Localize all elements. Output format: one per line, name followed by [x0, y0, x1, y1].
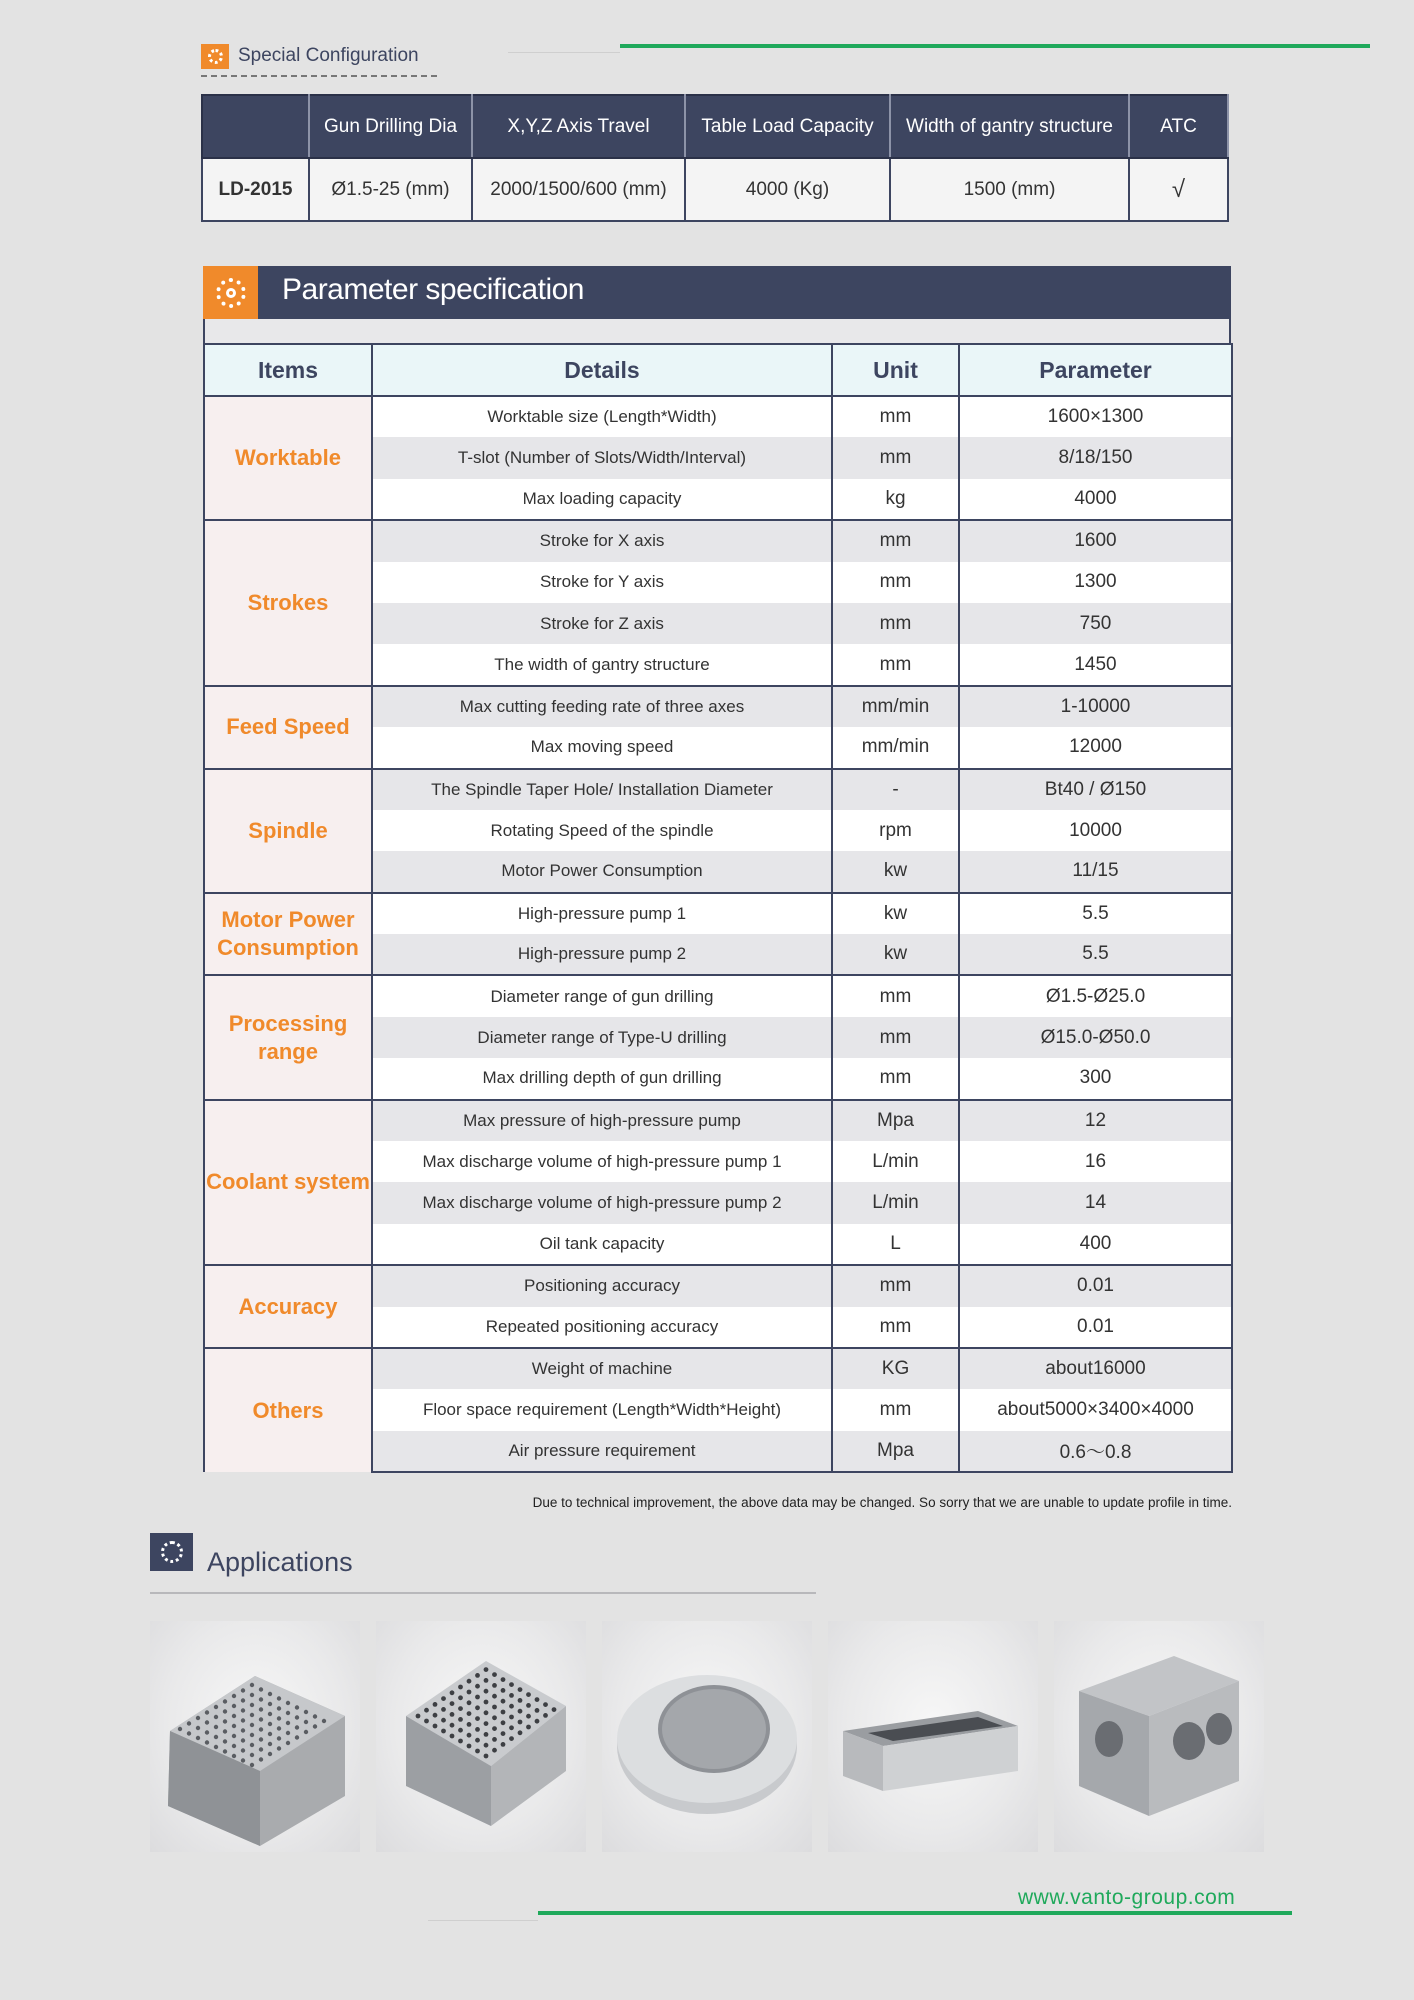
table-cell: 1500 (mm): [890, 158, 1129, 221]
detail-cell: Stroke for Z axis: [372, 603, 832, 644]
website-link[interactable]: www.vanto-group.com: [1018, 1886, 1236, 1909]
parameter-cell: 400: [959, 1224, 1232, 1265]
table-cell: Ø1.5-25 (mm): [309, 158, 472, 221]
table-row: [204, 769, 1232, 810]
unit-cell: mm: [832, 520, 959, 561]
detail-cell: Max cutting feeding rate of three axes: [372, 686, 832, 727]
detail-cell: High-pressure pump 1: [372, 893, 832, 934]
parameter-cell: 750: [959, 603, 1232, 644]
unit-cell: KG: [832, 1348, 959, 1389]
detail-cell: Diameter range of gun drilling: [372, 975, 832, 1016]
unit-cell: mm: [832, 603, 959, 644]
unit-cell: kw: [832, 934, 959, 975]
detail-cell: Max discharge volume of high-pressure pump 2: [372, 1182, 832, 1223]
parameter-cell: 0.01: [959, 1307, 1232, 1348]
unit-cell: L/min: [832, 1141, 959, 1182]
unit-cell: kw: [832, 851, 959, 892]
group-label: Feed Speed: [204, 686, 372, 769]
column-header-items: Items: [204, 344, 372, 396]
disclaimer-note: Due to technical improvement, the above data may be changed. So sorry that we are unable to update profile in time.: [532, 1495, 1232, 1510]
unit-cell: mm/min: [832, 727, 959, 768]
detail-cell: Diameter range of Type-U drilling: [372, 1017, 832, 1058]
parameter-cell: Ø1.5-Ø25.0: [959, 975, 1232, 1016]
divider: [508, 52, 620, 53]
header-spacer: [203, 319, 1231, 343]
accent-bar: [620, 44, 1370, 48]
unit-cell: kw: [832, 893, 959, 934]
column-header-unit: Unit: [832, 344, 959, 396]
gear-icon: [203, 266, 258, 319]
parameter-cell: 10000: [959, 810, 1232, 851]
detail-cell: Max pressure of high-pressure pump: [372, 1100, 832, 1141]
parameter-cell: 1-10000: [959, 686, 1232, 727]
unit-cell: mm: [832, 1058, 959, 1099]
parameter-cell: 1600×1300: [959, 396, 1232, 437]
group-label: Accuracy: [204, 1265, 372, 1348]
table-row: [204, 686, 1232, 727]
application-image-honeycomb-rectangular-block: [828, 1621, 1038, 1852]
parameter-cell: 1450: [959, 644, 1232, 685]
table-cell: 4000 (Kg): [685, 158, 890, 221]
parameter-cell: 12: [959, 1100, 1232, 1141]
gear-icon: [201, 44, 229, 69]
unit-cell: kg: [832, 479, 959, 520]
application-image-finned-cooling-block: [376, 1621, 586, 1852]
application-image-machined-manifold-block: [1054, 1621, 1264, 1852]
parameter-cell: 12000: [959, 727, 1232, 768]
detail-cell: The width of gantry structure: [372, 644, 832, 685]
column-header-parameter: Parameter: [959, 344, 1232, 396]
parameter-cell: 11/15: [959, 851, 1232, 892]
parameter-cell: Bt40 / Ø150: [959, 769, 1232, 810]
unit-cell: mm: [832, 1265, 959, 1306]
applications-title: Applications: [207, 1547, 353, 1577]
detail-cell: The Spindle Taper Hole/ Installation Diameter: [372, 769, 832, 810]
table-row: [204, 975, 1232, 1016]
parameter-cell: 0.01: [959, 1265, 1232, 1306]
parameter-cell: 4000: [959, 479, 1232, 520]
atc-check: √: [1129, 158, 1228, 221]
group-label: Processing range: [204, 975, 372, 1099]
detail-cell: Rotating Speed of the spindle: [372, 810, 832, 851]
detail-cell: Motor Power Consumption: [372, 851, 832, 892]
unit-cell: rpm: [832, 810, 959, 851]
unit-cell: mm: [832, 396, 959, 437]
parameter-cell: 5.5: [959, 893, 1232, 934]
unit-cell: mm: [832, 1389, 959, 1430]
parameter-cell: 8/18/150: [959, 437, 1232, 478]
unit-cell: mm: [832, 975, 959, 1016]
detail-cell: Weight of machine: [372, 1348, 832, 1389]
unit-cell: mm: [832, 644, 959, 685]
parameter-cell: 1600: [959, 520, 1232, 561]
detail-cell: Max discharge volume of high-pressure pump 1: [372, 1141, 832, 1182]
parameter-cell: Ø15.0-Ø50.0: [959, 1017, 1232, 1058]
group-label: Strokes: [204, 520, 372, 686]
divider: [150, 1592, 816, 1594]
detail-cell: Repeated positioning accuracy: [372, 1307, 832, 1348]
table-row: [204, 1348, 1232, 1389]
detail-cell: Max loading capacity: [372, 479, 832, 520]
group-label: Motor Power Consumption: [204, 893, 372, 976]
group-label: Others: [204, 1348, 372, 1472]
unit-cell: mm: [832, 562, 959, 603]
unit-cell: mm: [832, 437, 959, 478]
table-header-cell: Gun Drilling Dia: [309, 95, 472, 158]
parameter-cell: 5.5: [959, 934, 1232, 975]
detail-cell: Max moving speed: [372, 727, 832, 768]
table-row: [204, 520, 1232, 561]
unit-cell: mm: [832, 1307, 959, 1348]
group-label: Worktable: [204, 396, 372, 520]
parameter-cell: about16000: [959, 1348, 1232, 1389]
table-header-cell: X,Y,Z Axis Travel: [472, 95, 685, 158]
table-row: [204, 396, 1232, 437]
unit-cell: -: [832, 769, 959, 810]
application-image-perforated-square-block: [150, 1621, 360, 1852]
detail-cell: T-slot (Number of Slots/Width/Interval): [372, 437, 832, 478]
param-spec-title: Parameter specification: [282, 273, 584, 306]
unit-cell: mm/min: [832, 686, 959, 727]
group-label: Coolant system: [204, 1100, 372, 1266]
detail-cell: Max drilling depth of gun drilling: [372, 1058, 832, 1099]
table-row: [204, 1100, 1232, 1141]
parameter-cell: 0.6～0.8: [959, 1431, 1232, 1472]
table-header-cell: Table Load Capacity: [685, 95, 890, 158]
detail-cell: Worktable size (Length*Width): [372, 396, 832, 437]
detail-cell: Floor space requirement (Length*Width*Height): [372, 1389, 832, 1430]
unit-cell: Mpa: [832, 1431, 959, 1472]
group-label: Spindle: [204, 769, 372, 893]
table-header-cell: ATC: [1129, 95, 1228, 158]
detail-cell: Oil tank capacity: [372, 1224, 832, 1265]
detail-cell: Stroke for Y axis: [372, 562, 832, 603]
model-name: LD-2015: [202, 158, 309, 221]
table-header-cell: [202, 95, 309, 158]
parameter-cell: 1300: [959, 562, 1232, 603]
parameter-cell: 16: [959, 1141, 1232, 1182]
wrench-gear-icon: [150, 1533, 193, 1571]
parameter-cell: 300: [959, 1058, 1232, 1099]
detail-cell: High-pressure pump 2: [372, 934, 832, 975]
table-row: [204, 893, 1232, 934]
table-header-cell: Width of gantry structure: [890, 95, 1129, 158]
param-spec-table: [203, 343, 1233, 1473]
column-header-details: Details: [372, 344, 832, 396]
unit-cell: L: [832, 1224, 959, 1265]
unit-cell: Mpa: [832, 1100, 959, 1141]
divider: [201, 75, 437, 77]
table-row: [204, 1265, 1232, 1306]
parameter-cell: about5000×3400×4000: [959, 1389, 1232, 1430]
unit-cell: L/min: [832, 1182, 959, 1223]
table-cell: 2000/1500/600 (mm): [472, 158, 685, 221]
parameter-cell: 14: [959, 1182, 1232, 1223]
divider: [428, 1920, 538, 1921]
unit-cell: mm: [832, 1017, 959, 1058]
detail-cell: Positioning accuracy: [372, 1265, 832, 1306]
detail-cell: Air pressure requirement: [372, 1431, 832, 1472]
application-image-perforated-round-plate: [602, 1621, 812, 1852]
accent-bar: [538, 1911, 1292, 1915]
special-config-table: [201, 94, 1229, 222]
detail-cell: Stroke for X axis: [372, 520, 832, 561]
special-config-title: Special Configuration: [238, 45, 419, 66]
